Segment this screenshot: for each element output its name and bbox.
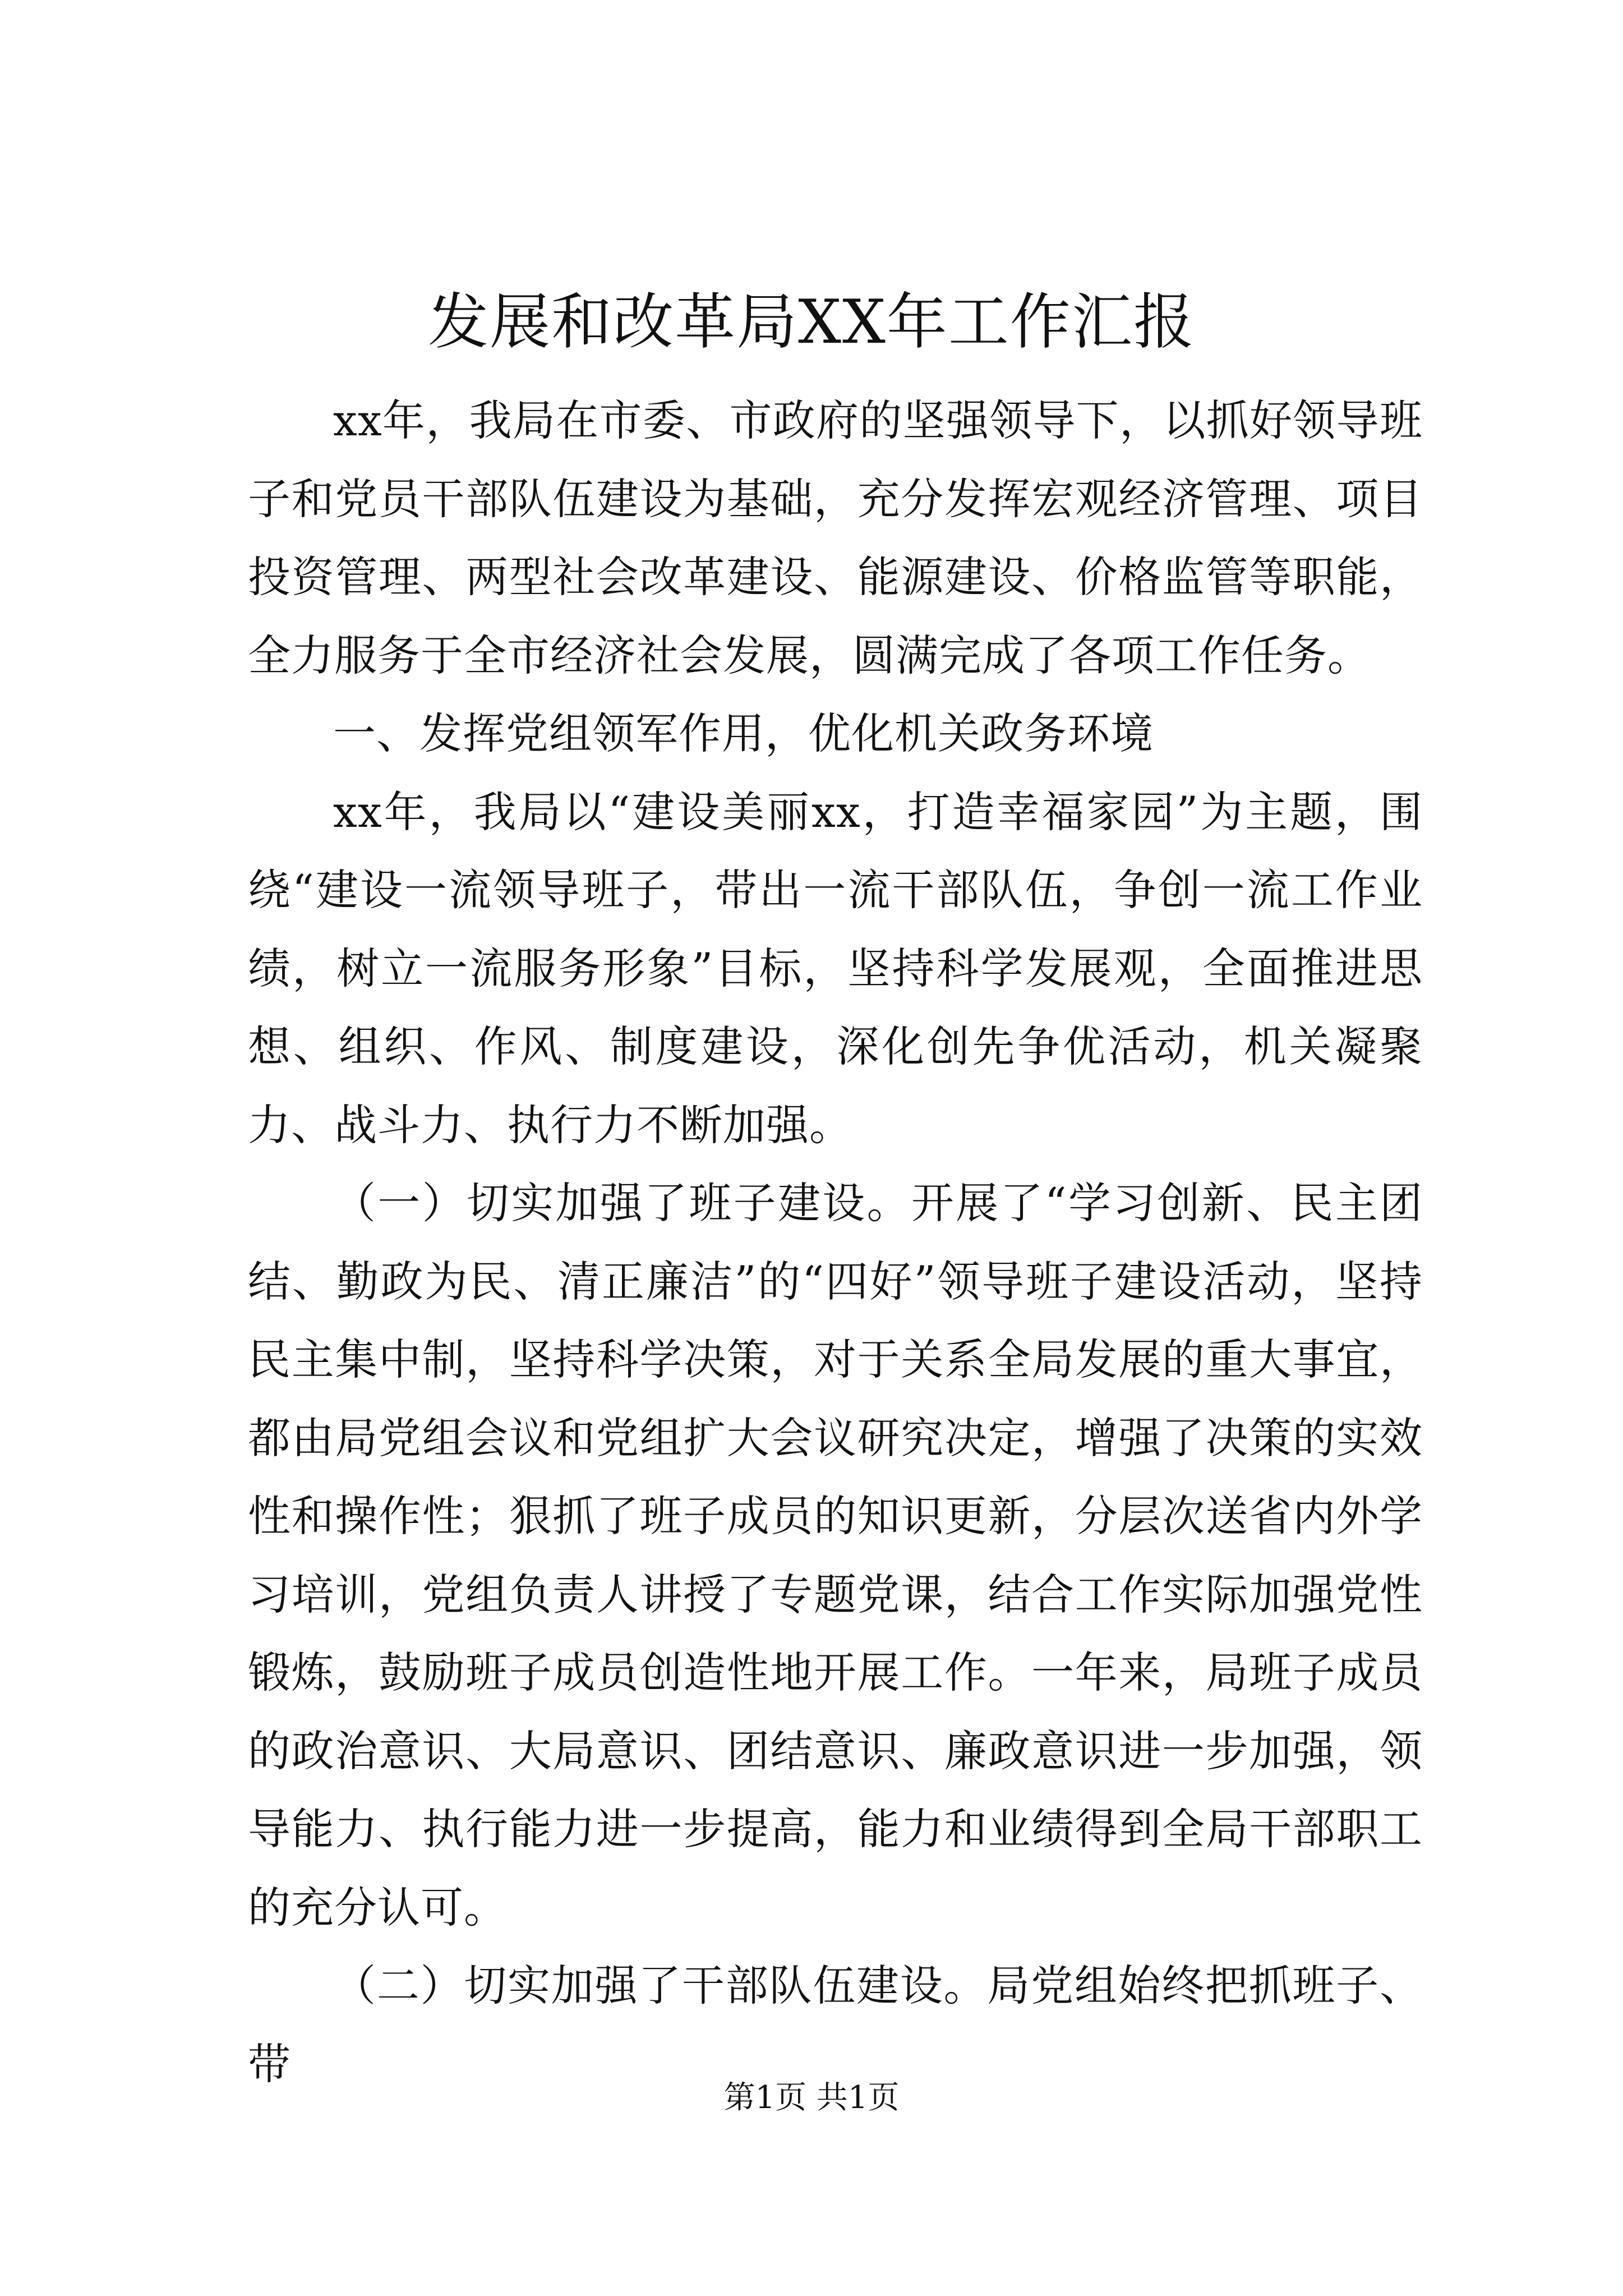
document-body — [248, 381, 1423, 2103]
subsection-1-paragraph: （一）切实加强了班子建设。开展了“学习创新、民主团结、勤政为民、清正廉洁”的“四好”领导班子建设活动，坚持民主集中制，坚持科学决策，对于关系全局发展的重大事宜，都由局党组会议和党组扩大会议研究决定，增强了决策的实效性和操作性；狠抓了班子成员的知识更新，分层次送省内外学习培训，党组负责人讲授了专题党课，结合工作实际加强党性锻炼，鼓励班子成员创造性地开展工作。一年来，局班子成员的政治意识、大局意识、团结意识、廉政意识进一步加强，领导能力、执行能力进一步提高，能力和业绩得到全局干部职工的充分认可。 — [248, 1178, 1423, 1932]
section-heading-1: 一、发挥党组领军作用，优化机关政务环境 — [333, 708, 1154, 758]
section-1-paragraph: xx年，我局以“建设美丽xx，打造幸福家园”为主题，围绕“建设一流领导班子，带出一流干部队伍，争创一流工作业绩，树立一流服务形象”目标，坚持科学发展观，全面推进思想、组织、作风、制度建设，深化创先争优活动，机关凝聚力、战斗力、执行力不断加强。 — [248, 786, 1423, 1150]
document-title: 发展和改革局XX年工作汇报 — [428, 287, 1195, 357]
intro-paragraph: xx年，我局在市委、市政府的坚强领导下，以抓好领导班子和党员干部队伍建设为基础，充分发挥宏观经济管理、项目投资管理、两型社会改革建设、能源建设、价格监管等职能，全力服务于全市经济社会发展，圆满完成了各项工作任务。 — [248, 395, 1423, 680]
subsection-2-paragraph: （二）切实加强了干部队伍建设。局党组始终把抓班子、带 — [248, 1961, 1423, 2089]
page-number-footer: 第1页 共1页 — [723, 2079, 900, 2116]
